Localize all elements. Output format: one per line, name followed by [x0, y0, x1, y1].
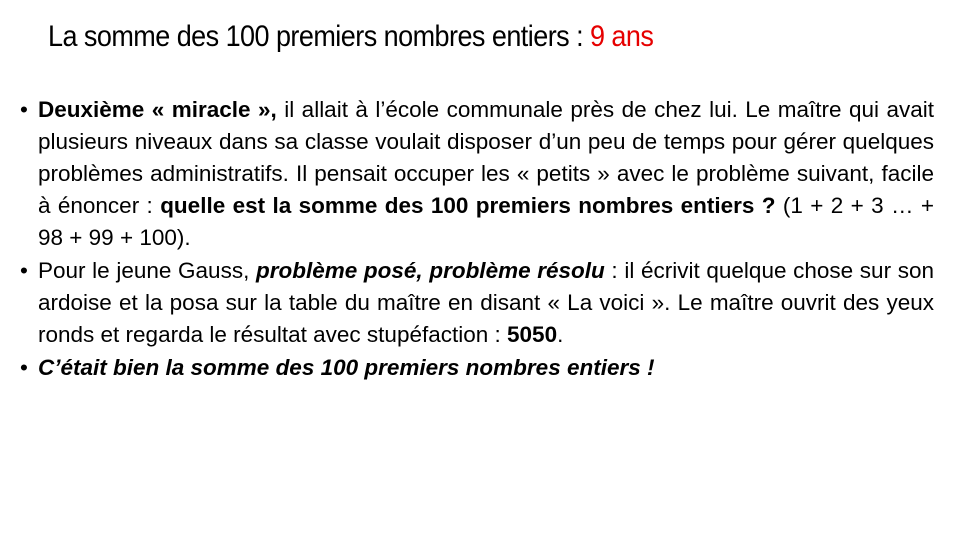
- slide-title: [48, 20, 840, 54]
- bullet-icon: •: [20, 258, 28, 283]
- bullet-text-bold-italic: C’était bien la somme des 100 premiers nombres entiers !: [38, 355, 655, 380]
- bullet-item: [20, 352, 934, 384]
- bullet-text: .: [557, 322, 564, 347]
- bullet-text-bold-italic: problème posé, problème résolu: [255, 258, 605, 283]
- bullet-text: : il écrivit quelque chose sur son ardoise et la posa sur la table du maître en disant « La voici ». Le maître ouvrit des yeux ronds et regarda le résultat avec stupéfaction :: [38, 258, 934, 347]
- title-main: La somme des 100 premiers nombres entiers :: [48, 20, 590, 53]
- bullet-text: il allait à l’école communale près de chez lui. Le maître qui avait plusieurs niveaux dans sa classe voulait disposer d’un peu de temps pour gérer quelques problèmes administratifs. Il pensait occuper les « petits » avec le problème suivant, facile à énoncer :: [38, 97, 935, 218]
- bullet-text-bold: quelle est la somme des 100 premiers nombres entiers ?: [160, 193, 776, 218]
- bullet-text-bold: 5050: [507, 322, 558, 347]
- bullet-item: [20, 255, 934, 351]
- bullet-icon: •: [20, 97, 28, 122]
- bullet-icon: •: [20, 355, 28, 380]
- bullet-text: Pour le jeune Gauss,: [38, 258, 256, 283]
- slide-body: [20, 94, 934, 385]
- title-accent: 9 ans: [589, 20, 654, 53]
- bullet-text: (1 + 2 + 3 … + 98 + 99 + 100).: [38, 193, 935, 250]
- bullet-text-bold: Deuxième « miracle »,: [38, 97, 277, 122]
- bullet-item: [20, 94, 934, 254]
